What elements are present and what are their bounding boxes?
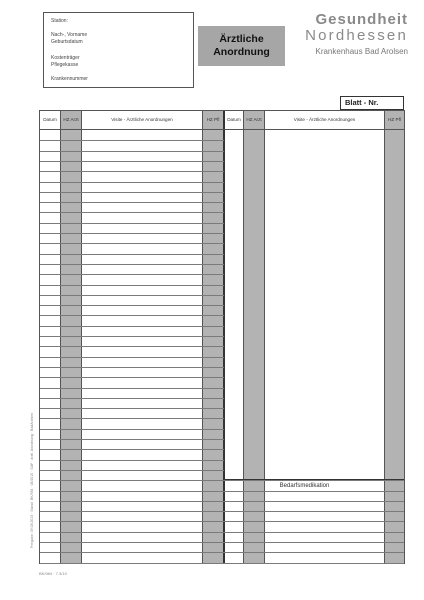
right-hz-arzt-column	[244, 111, 264, 563]
table-row-line	[40, 315, 224, 316]
table-row-line	[40, 377, 224, 378]
table-row-line	[40, 542, 404, 543]
table-row-line	[40, 429, 224, 430]
table-row-line	[40, 151, 224, 152]
side-release-note: Freigabe: 09.08.2015 · Stand	[30, 502, 34, 548]
table-row-line	[40, 336, 224, 337]
birth-date-label: Geburtsdatum	[51, 39, 83, 45]
table-row-line	[40, 418, 224, 419]
header-orders-left: Visite - Ärztliche Anordnungen	[111, 117, 173, 123]
insurer-label: Kostenträger	[51, 55, 80, 61]
table-row-line	[40, 470, 224, 471]
table-row-line	[40, 264, 224, 265]
table-row-line	[40, 202, 224, 203]
table-row-line	[40, 501, 404, 502]
station-label: Station:	[51, 18, 68, 24]
hospital-logo	[286, 12, 408, 72]
orders-table	[39, 110, 405, 564]
bedarf-section-divider	[224, 479, 404, 480]
header-hz-arzt-right: HZ Arzt	[246, 117, 262, 123]
table-row-line	[40, 552, 404, 553]
left-hz-pfl-column	[203, 111, 223, 563]
table-row-line	[40, 532, 404, 533]
column-divider	[384, 111, 385, 563]
column-divider	[264, 111, 265, 563]
column-divider	[202, 111, 203, 563]
bedarfsmedikation-label: Bedarfsmedikation	[279, 483, 330, 489]
table-row-line	[40, 511, 404, 512]
table-row-line	[40, 460, 224, 461]
right-hz-pfl-column	[385, 111, 404, 563]
table-row-line	[40, 295, 224, 296]
header-datum-left: Datum	[43, 117, 57, 123]
table-row-line	[40, 140, 224, 141]
table-row-line	[40, 388, 224, 389]
sheet-number-box[interactable]	[340, 96, 404, 110]
table-row-line	[40, 192, 224, 193]
hospital-number-label: Krankennummer	[51, 76, 88, 82]
header-datum-right: Datum	[227, 117, 241, 123]
table-row-line	[40, 367, 224, 368]
title-line-2: Anordnung	[213, 46, 270, 58]
table-row-line	[40, 254, 224, 255]
table-row-line	[40, 346, 224, 347]
column-divider	[60, 111, 61, 563]
table-row-line	[40, 563, 404, 564]
table-row-line	[40, 521, 404, 522]
side-form-code: BK/984 · 08/2015 · SAP · ärztl. Anordnung · BadArolsen	[30, 412, 34, 500]
table-row-line	[40, 439, 224, 440]
patient-info-box	[43, 12, 194, 88]
table-row-line	[40, 398, 224, 399]
center-divider	[223, 111, 225, 563]
table-row-line	[40, 223, 224, 224]
table-row-line	[40, 274, 224, 275]
title-line-1: Ärztliche	[219, 33, 264, 45]
footer-code: BK/984 · 7.3/10	[39, 571, 67, 576]
name-label: Nach-, Vorname	[51, 32, 88, 38]
table-row-line	[40, 326, 224, 327]
column-divider	[81, 111, 82, 563]
table-row-line	[40, 357, 224, 358]
table-row-line	[40, 305, 224, 306]
table-row-line	[40, 233, 224, 234]
table-row-line	[40, 285, 224, 286]
document-title	[198, 26, 285, 66]
header-hz-pfl-left: HZ Pfl	[206, 117, 220, 123]
care-fund-label: Pflegekasse	[51, 62, 79, 68]
left-hz-arzt-column	[61, 111, 81, 563]
header-hz-arzt-left: HZ Arzt	[63, 117, 79, 123]
logo-line-2: Nordhessen	[305, 27, 408, 44]
table-row-line	[40, 171, 224, 172]
table-row-line	[40, 449, 224, 450]
logo-line-1: Gesundheit	[315, 11, 408, 28]
table-row-line	[40, 182, 224, 183]
sheet-number-label: Blatt - Nr.	[345, 98, 379, 107]
table-row-line	[40, 408, 224, 409]
table-row-line	[40, 212, 224, 213]
header-orders-right: Visite - Ärztliche Anordnungen	[293, 117, 356, 123]
column-divider	[243, 111, 244, 563]
logo-line-3: Krankenhaus Bad Arolsen	[315, 47, 408, 56]
table-row-line	[40, 161, 224, 162]
header-divider	[40, 129, 404, 130]
table-row-line	[40, 243, 224, 244]
header-hz-pfl-right: HZ Pfl	[388, 117, 401, 123]
